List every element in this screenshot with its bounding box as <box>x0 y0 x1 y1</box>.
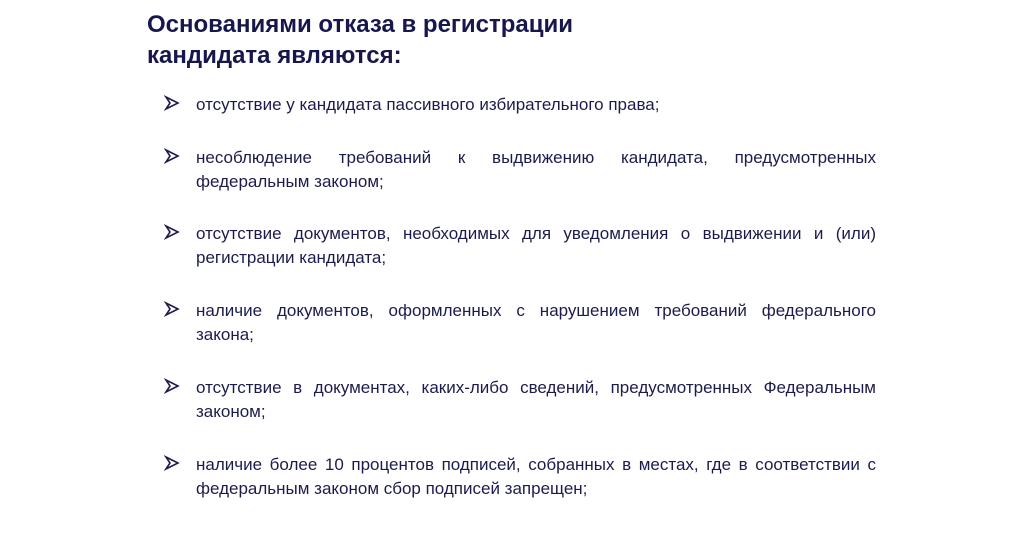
slide-title-line-1: Основаниями отказа в регистрации <box>147 11 574 38</box>
list-item-text: отсутствие у кандидата пассивного избирательного права; <box>196 95 660 114</box>
list-item-text: отсутствие в документах, каких-либо сведений, предусмотренных Федеральным законом; <box>196 378 876 421</box>
arrow-bullet-icon <box>164 148 180 164</box>
arrow-bullet-icon <box>164 95 180 111</box>
arrow-bullet-icon <box>164 455 180 471</box>
arrow-bullet-icon <box>164 378 180 394</box>
list-item-text: несоблюдение требований к выдвижению кандидата, предусмотренных федеральным законом; <box>196 148 876 191</box>
slide-title <box>147 9 707 71</box>
arrow-bullet-icon <box>164 301 180 317</box>
list-item-text: наличие документов, оформленных с нарушением требований федерального закона; <box>196 301 876 344</box>
list-item-text: наличие более 10 процентов подписей, собранных в местах, где в соответствии с федеральным законом сбор подписей запрещен; <box>196 455 876 498</box>
list-item-text: отсутствие документов, необходимых для уведомления о выдвижении и (или) регистрации кандидата; <box>196 224 876 267</box>
arrow-bullet-icon <box>164 224 180 240</box>
slide-title-line-2: кандидата являются: <box>147 42 402 69</box>
